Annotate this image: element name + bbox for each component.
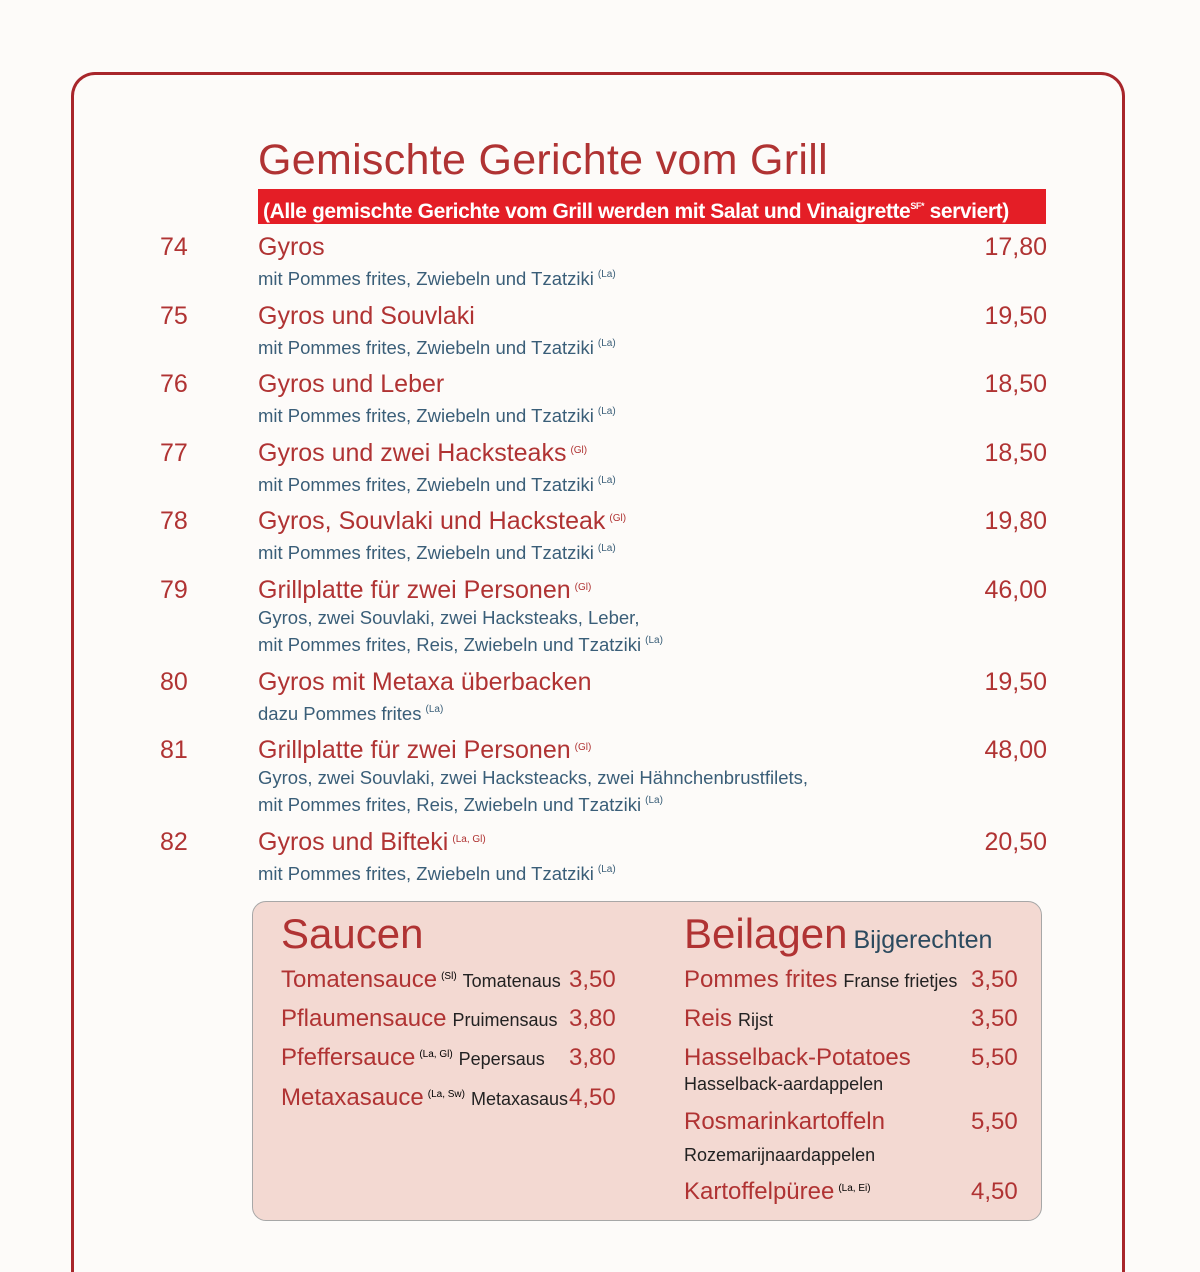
- item-name-text: Gyros: [258, 233, 325, 261]
- allergen-tag: (La): [597, 269, 616, 280]
- description-line: [258, 263, 616, 290]
- description-text: mit Pommes frites, Reis, Zwiebeln und Tzatziki: [258, 794, 642, 815]
- item-description: [258, 766, 808, 816]
- allergen-tag: (Gl): [574, 742, 592, 753]
- description-text: mit Pommes frites, Zwiebeln und Tzatziki: [258, 405, 594, 426]
- sauce-item: [281, 1005, 557, 1033]
- description-text: mit Pommes frites, Reis, Zwiebeln und Tzatziki: [258, 634, 642, 655]
- item-price: 18,50: [984, 439, 1047, 467]
- item-price: 18,50: [984, 370, 1047, 398]
- side-price: 5,50: [971, 1044, 1018, 1071]
- allergen-tag: (Gl): [609, 513, 627, 524]
- item-description: [258, 263, 616, 290]
- item-description: [258, 469, 616, 496]
- allergen-tag: (La): [597, 864, 616, 875]
- beilagen-subtitle: Bijgerechten: [853, 926, 993, 954]
- sauce-translation: Tomatenaus: [462, 971, 561, 991]
- description-line: [258, 858, 616, 885]
- item-price: 20,50: [984, 828, 1047, 856]
- item-description: [258, 400, 616, 427]
- item-name-text: Gyros mit Metaxa überbacken: [258, 668, 592, 696]
- side-translation: Rijst: [738, 1010, 774, 1030]
- allergen-tag: (La): [645, 795, 663, 806]
- item-description: [258, 537, 616, 564]
- description-text: mit Pommes frites, Zwiebeln und Tzatziki: [258, 863, 594, 884]
- item-name: [258, 370, 444, 399]
- item-name-text: Grillplatte für zwei Personen: [258, 736, 571, 764]
- item-number: 76: [160, 370, 188, 398]
- item-number: 78: [160, 507, 188, 535]
- allergen-tag: (La): [597, 475, 616, 486]
- item-price: 19,80: [984, 507, 1047, 535]
- item-description: [258, 858, 616, 885]
- item-number: 75: [160, 302, 188, 330]
- item-number: 82: [160, 828, 188, 856]
- item-number: 81: [160, 736, 188, 764]
- description-line: [258, 400, 616, 427]
- item-name-text: Gyros und Souvlaki: [258, 302, 475, 330]
- sauce-price: 3,50: [569, 966, 616, 993]
- side-name: Hasselback-Potatoes: [684, 1044, 911, 1071]
- description-line: [258, 629, 663, 656]
- sauce-translation: Metaxasaus: [470, 1089, 569, 1109]
- side-translation: Franse frietjes: [843, 971, 958, 991]
- side-price: 4,50: [971, 1178, 1018, 1205]
- description-line: [258, 469, 616, 496]
- allergen-tag: (La, Gl): [419, 1049, 453, 1060]
- sauce-translation: Pepersaus: [458, 1049, 545, 1069]
- item-description: [258, 332, 616, 359]
- item-name: [258, 439, 587, 468]
- item-description: [258, 698, 443, 725]
- sauce-name: Tomatensauce: [281, 966, 438, 993]
- side-price: 3,50: [971, 1005, 1018, 1032]
- description-text: Gyros, zwei Souvlaki, zwei Hacksteaks, Leber,: [258, 607, 640, 628]
- allergen-tag: (La): [425, 704, 444, 715]
- side-name: Reis: [684, 1005, 733, 1032]
- side-price: 3,50: [971, 966, 1018, 993]
- item-number: 77: [160, 439, 188, 467]
- side-translation: Hasselback-aardappelen: [684, 1074, 884, 1094]
- item-name: [258, 507, 626, 536]
- description-line: [258, 766, 808, 789]
- sauce-name: Pflaumensauce: [281, 1005, 447, 1032]
- description-text: mit Pommes frites, Zwiebeln und Tzatziki: [258, 337, 594, 358]
- side-name: Pommes frites: [684, 966, 838, 993]
- item-number: 80: [160, 668, 188, 696]
- description-text: mit Pommes frites, Zwiebeln und Tzatziki: [258, 268, 594, 289]
- description-text: mit Pommes frites, Zwiebeln und Tzatziki: [258, 542, 594, 563]
- sauce-item: [281, 966, 561, 994]
- sauce-name: Metaxasauce: [281, 1084, 424, 1111]
- side-name: Rosmarinkartoffeln: [684, 1108, 885, 1135]
- side-item: [684, 966, 957, 994]
- item-name: [258, 736, 591, 765]
- banner-text: (Alle gemischte Gerichte vom Grill werden mit Salat und Vinaigrette: [263, 200, 911, 223]
- description-text: Gyros, zwei Souvlaki, zwei Hacksteacks, zwei Hähnchenbrustfilets,: [258, 767, 809, 788]
- side-name: Kartoffelpüree: [684, 1178, 835, 1205]
- item-price: 48,00: [984, 736, 1047, 764]
- allergen-tag: (Sl): [441, 971, 457, 982]
- item-name: [258, 668, 591, 697]
- item-name-text: Gyros und zwei Hacksteaks: [258, 439, 567, 467]
- banner-allergen-tag: SF*: [910, 201, 925, 211]
- sauce-price: 3,80: [569, 1044, 616, 1071]
- allergen-tag: (La): [597, 543, 616, 554]
- item-number: 74: [160, 233, 188, 261]
- description-line: [258, 332, 616, 359]
- side-price: 5,50: [971, 1108, 1018, 1135]
- sauce-item: [281, 1044, 545, 1072]
- description-line: [258, 537, 616, 564]
- item-name-text: Gyros und Bifteki: [258, 828, 449, 856]
- item-name: [258, 576, 591, 605]
- item-name-text: Gyros und Leber: [258, 370, 445, 398]
- side-translation: Rozemarijnaardappelen: [684, 1145, 876, 1165]
- item-name: [258, 233, 325, 262]
- sauce-name: Pfeffersauce: [281, 1044, 416, 1071]
- section-banner: [258, 189, 1046, 224]
- description-line: [258, 789, 808, 816]
- item-price: 19,50: [984, 668, 1047, 696]
- allergen-tag: (Gl): [574, 582, 592, 593]
- side-item: [684, 1005, 773, 1033]
- allergen-tag: (La, Gl): [452, 834, 486, 845]
- sauce-price: 3,80: [569, 1005, 616, 1032]
- beilagen-title: [684, 910, 992, 958]
- item-name: [258, 302, 475, 331]
- side-item: [684, 1108, 885, 1136]
- item-description: [258, 606, 663, 656]
- description-text: dazu Pommes frites: [258, 703, 422, 724]
- item-name-text: Gyros, Souvlaki und Hacksteak: [258, 507, 606, 535]
- description-line: [258, 606, 663, 629]
- sauce-item: [281, 1084, 568, 1112]
- item-number: 79: [160, 576, 188, 604]
- description-text: mit Pommes frites, Zwiebeln und Tzatziki: [258, 474, 594, 495]
- sauce-translation: Pruimensaus: [452, 1010, 558, 1030]
- item-price: 19,50: [984, 302, 1047, 330]
- banner-text-end: serviert): [924, 200, 1009, 223]
- saucen-title: Saucen: [281, 910, 424, 957]
- side-item: [684, 1178, 871, 1206]
- sides-panel: [252, 901, 1042, 1221]
- section-title: Gemischte Gerichte vom Grill: [258, 136, 828, 184]
- item-price: 46,00: [984, 576, 1047, 604]
- description-line: [258, 698, 443, 725]
- allergen-tag: (La): [597, 338, 616, 349]
- allergen-tag: (Gl): [570, 445, 588, 456]
- side-item: [684, 1044, 911, 1072]
- allergen-tag: (La, Ei): [838, 1183, 871, 1194]
- allergen-tag: (La): [645, 635, 663, 646]
- allergen-tag: (La, Sw): [427, 1089, 465, 1100]
- allergen-tag: (La): [597, 406, 616, 417]
- item-name-text: Grillplatte für zwei Personen: [258, 576, 571, 604]
- sauce-price: 4,50: [569, 1084, 616, 1111]
- item-price: 17,80: [984, 233, 1047, 261]
- beilagen-title-text: Beilagen: [684, 910, 848, 957]
- item-name: [258, 828, 486, 857]
